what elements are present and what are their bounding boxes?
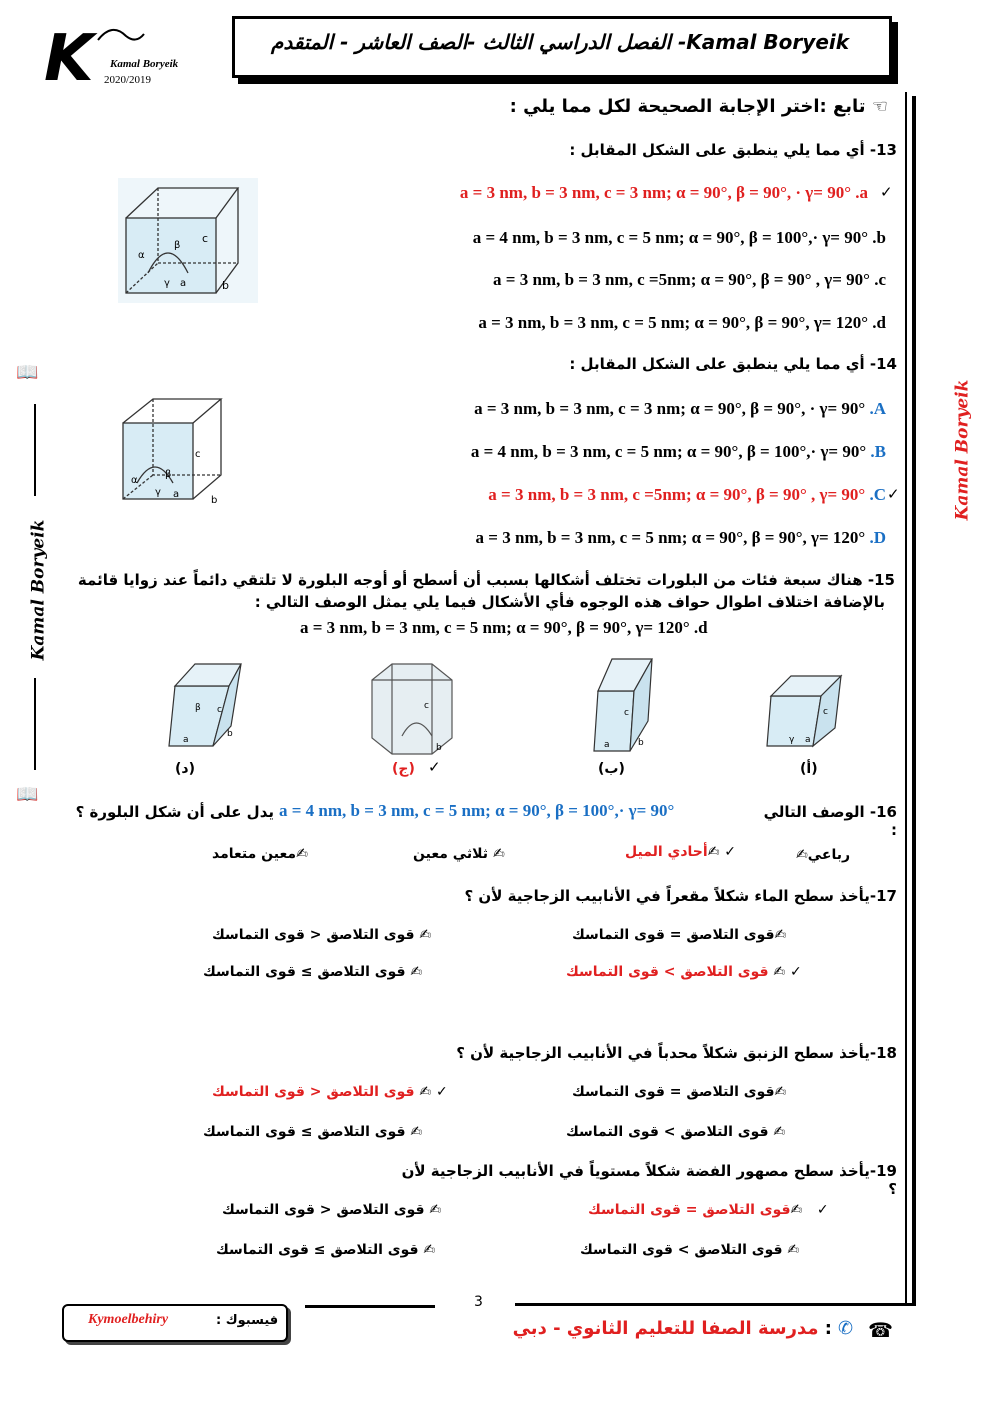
q18-option-4[interactable]: قوى التلاصق ≥ قوى التماسك ✍ — [203, 1124, 423, 1140]
svg-text:a: a — [183, 735, 189, 745]
q16-prefix: 16- الوصف التالي : — [763, 803, 897, 839]
q14-text: 14- أي مما يلي ينطبق على الشكل المقابل : — [569, 355, 897, 373]
check-icon: ✓ — [790, 964, 802, 980]
book-icon: 📖 — [16, 362, 39, 383]
q13-text: 13- أي مما يلي ينطبق على الشكل المقابل : — [569, 141, 897, 159]
pen-icon: ✍ — [774, 927, 787, 943]
svg-text:β: β — [165, 469, 172, 480]
logo-name: Kamal Boryeik — [110, 58, 179, 70]
check-icon: ✓ — [887, 485, 900, 503]
svg-text:b: b — [222, 279, 229, 292]
q16-option-4[interactable]: معين متعامد✍ — [212, 846, 308, 862]
q19-option-1[interactable]: قوى التلاصق = قوى التماسك✍ ✓ — [588, 1202, 829, 1218]
q15-figure-c — [362, 658, 462, 758]
svg-text:b: b — [638, 738, 644, 748]
pen-icon: ✍ — [707, 844, 720, 860]
pen-icon: ✍ — [296, 846, 308, 862]
q17-option-2[interactable]: قوى التلاصق < قوى التماسك ✍ — [212, 927, 432, 943]
svg-text:a: a — [180, 278, 187, 289]
svg-text:K: K — [44, 22, 94, 90]
check-icon: ✓ — [428, 758, 441, 776]
svg-text:α: α — [131, 475, 138, 486]
side-name-right: Kamal Boryeik — [952, 379, 973, 521]
logo-year: 2020/2019 — [104, 74, 152, 86]
svg-text:β: β — [195, 703, 201, 713]
check-icon: ✓ — [807, 1202, 829, 1218]
q15-figure-a — [765, 672, 845, 752]
footer-line-left — [305, 1305, 435, 1308]
check-icon: ✓ — [724, 844, 737, 860]
q16-option-3[interactable]: ثلاثي معين ✍ — [413, 846, 505, 862]
pen-icon: ✍ — [796, 847, 808, 863]
page-number: 3 — [474, 1294, 483, 1310]
q17-text: 17-يأخذ سطح الماء شكلاً مقعراً في الأنابيب الزجاجية لأن ؟ — [464, 887, 897, 905]
section-title: ☜ تابع :اختر الإجابة الصحيحة لكل مما يلي : — [509, 96, 888, 117]
check-icon: ✓ — [436, 1084, 448, 1100]
pen-icon: ✍ — [492, 846, 505, 862]
side-name-left: Kamal Boryeik — [28, 519, 49, 661]
pen-icon: ✍ — [410, 964, 423, 980]
q16-option-2[interactable]: أحادي الميل✍ ✓ — [625, 844, 737, 860]
q15-label-c[interactable]: (ج) — [392, 761, 415, 777]
q16-suffix: يدل على أن شكل البلورة ؟ — [75, 803, 274, 821]
q15-line2: بالإضافة اختلاف اطوال حواف هذه الوجوه فأي الأشكال فيما يلي يمثل الوصف التالي : — [254, 593, 885, 611]
svg-text:c: c — [424, 701, 429, 711]
pen-icon: ✍ — [410, 1124, 423, 1140]
q13-cube-figure — [118, 178, 258, 303]
facebook-label: فيسبوك : — [216, 1313, 279, 1328]
whatsapp-icon: ✆ — [838, 1318, 854, 1339]
q13-option-b[interactable]: a = 4 nm, b = 3 nm, c = 5 nm; α = 90°, β = 100°,· γ= 90° .b — [472, 228, 886, 247]
q13-option-d[interactable]: a = 3 nm, b = 3 nm, c = 5 nm; α = 90°, β = 90°, γ= 120° .d — [478, 313, 886, 332]
q13-option-c[interactable]: a = 3 nm, b = 3 nm, c =5nm; α = 90°, β = 90° , γ= 90° .c — [493, 270, 886, 289]
school-name: : مدرسة الصفا للتعليم الثانوي - دبي — [512, 1318, 832, 1339]
pen-icon: ✍ — [419, 927, 432, 943]
pen-icon: ✍ — [773, 964, 786, 980]
pen-icon: ✍ — [787, 1242, 800, 1258]
check-icon: ✓ — [880, 183, 893, 201]
q14-option-c[interactable]: a = 3 nm, b = 3 nm, c =5nm; α = 90°, β = 90° , γ= 90° .C — [488, 485, 886, 504]
pen-icon: ✍ — [419, 1084, 432, 1100]
svg-text:β: β — [174, 240, 181, 251]
hand-pointer-icon: ☜ — [871, 96, 888, 117]
q17-option-1[interactable]: قوى التلاصق = قوى التماسك✍ — [572, 927, 787, 943]
q14-option-b[interactable]: a = 4 nm, b = 3 nm, c = 5 nm; α = 90°, β = 100°,· γ= 90° .B — [470, 442, 886, 461]
q14-option-a-text[interactable]: a = 3 nm, b = 3 nm, c = 3 nm; α = 90°, β = 90°, · γ= 90° .A — [474, 399, 886, 418]
svg-text:c: c — [202, 232, 209, 245]
q13-option-a[interactable]: a = 3 nm, b = 3 nm, c = 3 nm; α = 90°, β = 90°, · γ= 90° .a — [459, 183, 868, 202]
q18-text: 18-يأخذ سطح الزنبق شكلاً محدباً في الأنابيب الزجاجية لأن ؟ — [456, 1044, 897, 1062]
pen-icon: ✍ — [429, 1202, 442, 1218]
svg-text:γ: γ — [164, 278, 170, 289]
q15-label-a[interactable]: (أ) — [800, 761, 818, 777]
q16-formula: a = 4 nm, b = 3 nm, c = 5 nm; α = 90°, β = 100°,· γ= 90° — [279, 801, 675, 820]
svg-text:a: a — [173, 489, 180, 500]
q19-option-4[interactable]: قوى التلاصق ≥ قوى التماسك ✍ — [216, 1242, 436, 1258]
svg-text:a: a — [604, 740, 610, 750]
q14-option-d[interactable]: a = 3 nm, b = 3 nm, c = 5 nm; α = 90°, β = 90°, γ= 120° .D — [475, 528, 886, 547]
right-margin-line-thick — [912, 96, 916, 1306]
left-line-bottom — [34, 678, 36, 770]
q15-figure-d — [165, 660, 245, 750]
pen-icon: ✍ — [790, 1202, 803, 1218]
pen-icon: ✍ — [773, 1124, 786, 1140]
svg-text:c: c — [195, 449, 201, 460]
svg-text:a: a — [805, 735, 811, 745]
svg-text:α: α — [138, 250, 145, 261]
q15-figure-b — [590, 655, 660, 755]
q19-option-2[interactable]: قوى التلاصق < قوى التماسك ✍ — [222, 1202, 442, 1218]
left-line-top — [34, 404, 36, 496]
right-margin-line — [905, 92, 907, 1304]
q18-option-1[interactable]: قوى التلاصق = قوى التماسك✍ — [572, 1084, 787, 1100]
phone-icon: ☎ — [868, 1318, 893, 1342]
pen-icon: ✍ — [774, 1084, 787, 1100]
q17-option-3[interactable]: قوى التلاصق > قوى التماسك ✍ ✓ — [566, 964, 802, 980]
q17-option-4[interactable]: قوى التلاصق ≥ قوى التماسك ✍ — [203, 964, 423, 980]
svg-text:b: b — [436, 743, 442, 753]
svg-text:γ: γ — [155, 487, 161, 498]
q15-label-b[interactable]: (ب) — [598, 761, 625, 777]
q14-tetragonal-figure — [115, 395, 225, 505]
svg-text:b: b — [227, 729, 233, 739]
q16-option-1[interactable]: ✍رباعي — [796, 847, 851, 863]
q15-line1: 15- هناك سبعة فئات من البلورات تختلف أشكالها بسبب أن أسطح أو أوجه البلورة لا تلتقي دائماً عند زوايا قائمة — [77, 571, 895, 589]
q18-option-2[interactable]: قوى التلاصق < قوى التماسك ✍ ✓ — [212, 1084, 448, 1100]
footer-line-right — [515, 1303, 915, 1306]
svg-text:γ: γ — [789, 735, 795, 745]
pen-icon: ✍ — [423, 1242, 436, 1258]
svg-text:c: c — [624, 708, 629, 718]
page-title: Kamal Boryeik- الفصل الدراسي الثالث -الصف العاشر - المتقدم — [270, 30, 850, 54]
svg-text:c: c — [823, 707, 828, 717]
q18-option-3[interactable]: قوى التلاصق > قوى التماسك ✍ — [566, 1124, 786, 1140]
q15-label-d[interactable]: (د) — [175, 761, 195, 777]
q19-text: 19-يأخذ سطح مصهور الفضة شكلاً مستوياً في الأنابيب الزجاجية لأن ؟ — [401, 1162, 897, 1198]
facebook-name[interactable]: Kymoelbehiry — [88, 1312, 169, 1327]
q15-formula: a = 3 nm, b = 3 nm, c = 5 nm; α = 90°, β = 90°, γ= 120° .d — [300, 618, 708, 637]
q19-option-3[interactable]: قوى التلاصق > قوى التماسك ✍ — [580, 1242, 800, 1258]
book-icon: 📖 — [16, 784, 39, 805]
svg-text:c: c — [217, 705, 222, 715]
svg-text:b: b — [211, 495, 218, 505]
